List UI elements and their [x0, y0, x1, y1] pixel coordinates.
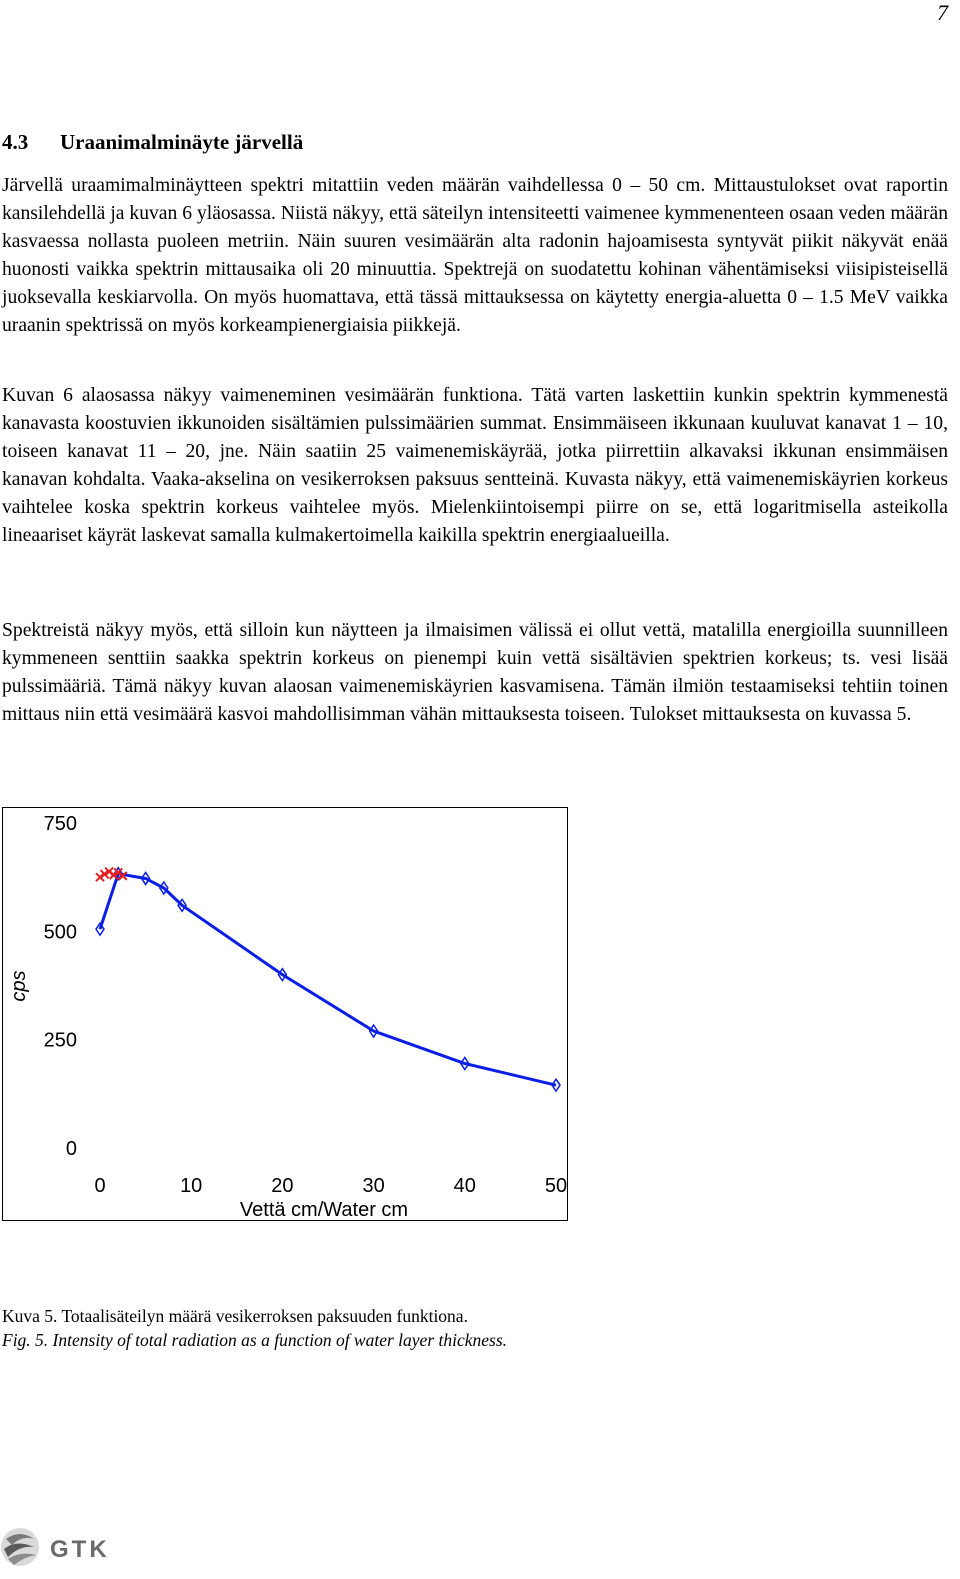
x-tick-label: 0: [94, 1175, 106, 1197]
x-tick-label: 50: [544, 1175, 568, 1197]
section-title: Uraanimalminäyte järvellä: [60, 130, 304, 154]
series-line: [100, 874, 556, 1085]
x-tick-label: 10: [180, 1175, 203, 1197]
y-tick-label: 0: [65, 1138, 77, 1160]
gtk-logo: [0, 1525, 140, 1569]
gtk-logo-text: GTK: [50, 1536, 110, 1563]
y-axis-label: cps: [8, 970, 30, 1002]
y-tick-label: 250: [43, 1029, 77, 1052]
y-tick-label: 500: [43, 921, 77, 944]
x-tick-label: 30: [362, 1175, 385, 1197]
x-tick-label: 40: [453, 1175, 476, 1197]
chart-frame: [2, 807, 568, 1221]
x-tick-label: 20: [271, 1175, 294, 1197]
paragraph-3: Spektreistä näkyy myös, että silloin kun näytteen ja ilmaisimen välissä ei ollut vettä, matalilla energioilla suunnilleen kymmeneen senttiin saakka spektrin korkeus on pienempi kuin vettä sisältävien spektrien korkeus; ts. vesi lisää pulssimääriä. Tämä näkyy kuvan alaosan vaimenemiskäyrien kasvamisena. Tämän ilmiön testaamiseksi tehtiin toinen mittaus niin että vesimäärä kasvoi mahdollisimman vähän mittauksesta toiseen. Tulokset mittauksesta on kuvassa 5.: [2, 620, 948, 725]
x-axis-label: Vettä cm/Water cm: [239, 1199, 409, 1221]
page-number: 7: [937, 0, 948, 25]
paragraph-1: Järvellä uraamimalminäytteen spektri mitattiin veden määrän vaihdellessa 0 – 50 cm. Mittaustulokset ovat raportin kansilehdellä ja kuvan 6 yläosassa. Niistä näkyy, että säteilyn intensiteetti vaimenee kymmenenteen osaan veden määrän kasvaessa nollasta puoleen metriin. Näin suuren vesimäärän alta radonin hajoamisesta syntyvät piikit näkyvät enää huonosti vaikka spektrin mittausaika oli 20 minuuttia. Spektrejä on suodatettu kohinan vähentämiseksi viisipisteisellä juoksevalla keskiarvolla. On myös huomattava, että tässä mittauksessa on käytetty energia-aluetta 0 – 1.5 MeV vaikka uraanin spektrissä on myös korkeampienergiaisia piikkejä.: [2, 175, 948, 336]
attenuation-chart: [3, 808, 569, 1222]
gtk-swirl-logo-icon: [1, 1528, 39, 1566]
section-number: 4.3: [2, 130, 29, 154]
caption-english: Fig. 5. Intensity of total radiation as a function of water layer thickness.: [2, 1330, 508, 1350]
paragraph-2: Kuvan 6 alaosassa näkyy vaimeneminen vesimäärän funktiona. Tätä varten laskettiin kunkin spektrin kymmenestä kanavasta koostuvien ikkunoiden sisältämien pulssimäärien summat. Ensimmäiseen ikkunaan kuuluvat kanavat 1 – 10, toiseen kanavat 11 – 20, jne. Näin saatiin 25 vaimenemiskäyrää, jotka piirrettiin alkavaksi ikkunan ensimmäisen kanavan kohdalta. Vaaka-akselina on vesikerroksen paksuus sentteinä. Kuvasta näkyy, että vaimenemiskäyrien korkeus vaihtelee koska spektrin korkeus vaihtelee myös. Mielenkiintoisempi piirre on se, että logaritmisella asteikolla lineaariset käyrät laskevat samalla kulmakertoimella kaikilla spektrin energiaalueilla.: [2, 385, 948, 546]
section-heading: [2, 130, 303, 155]
y-tick-label: 750: [43, 813, 77, 835]
caption-finnish: Kuva 5. Totaalisäteilyn määrä vesikerroksen paksuuden funktiona.: [2, 1306, 468, 1326]
